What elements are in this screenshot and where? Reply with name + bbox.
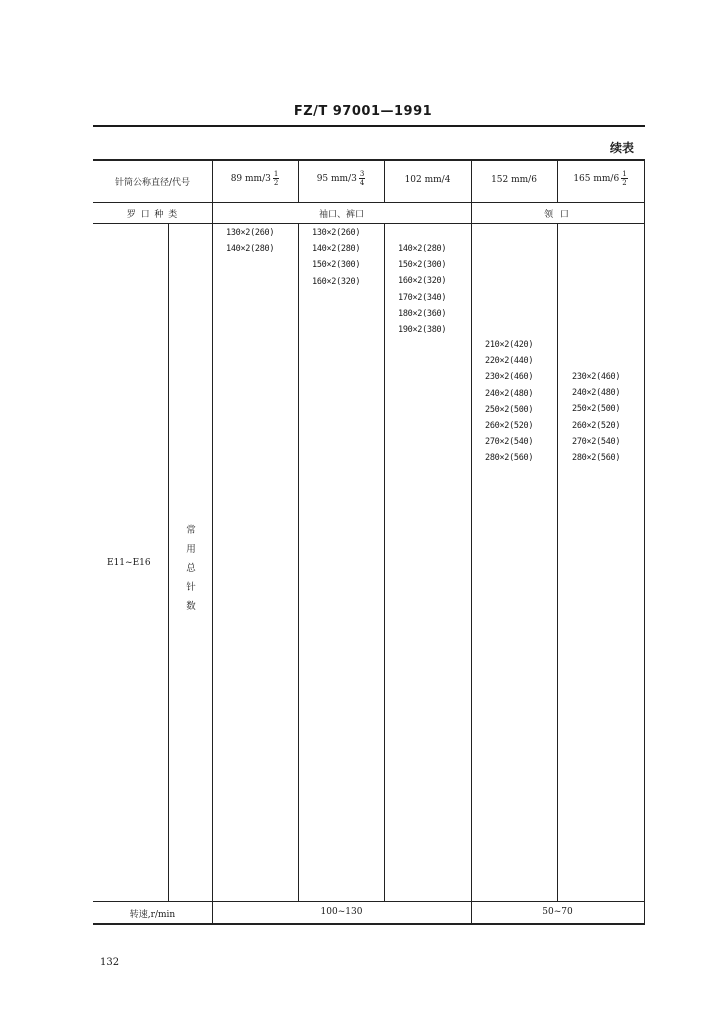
list-item: 210×2(420)	[485, 340, 534, 350]
list-item: 220×2(440)	[485, 356, 534, 367]
document-code: FZ/T 97001—1991	[293, 104, 433, 119]
list-item: 180×2(360)	[398, 308, 447, 319]
col-1-needle-list	[226, 225, 274, 257]
list-item: 240×2(480)	[572, 388, 621, 399]
col-divider-label	[212, 160, 213, 923]
list-item: 250×2(500)	[485, 404, 534, 415]
speed-row-label: 转速,r/min	[129, 910, 176, 920]
header-col-1	[212, 170, 298, 187]
list-item: 230×2(460)	[572, 372, 621, 382]
header-col-3	[384, 175, 471, 185]
col-divider-vertical-label	[168, 223, 169, 901]
header-rule	[93, 125, 645, 127]
list-item: 230×2(460)	[485, 372, 534, 383]
vertical-label-common-total-needles: 常 用 总 针 数	[186, 525, 196, 612]
list-item: 130×2(260)	[312, 228, 361, 238]
header-row-label: 针筒公称直径/代号	[114, 178, 191, 188]
rib-group-collar: 领 口	[544, 210, 571, 220]
col-4-needle-list	[485, 337, 533, 467]
continued-label: 续表	[610, 141, 635, 155]
header-col-2-label: 95 mm/3	[316, 174, 357, 184]
header-col-5-fraction: $\frac{1}{2}$	[622, 170, 627, 187]
list-item: 250×2(500)	[572, 404, 621, 415]
list-item: 150×2(300)	[312, 260, 361, 271]
table-right-border	[644, 160, 645, 923]
speed-group-collar: 50~70	[542, 907, 573, 917]
list-item: 260×2(520)	[485, 420, 534, 431]
list-item: 270×2(540)	[485, 437, 534, 448]
header-col-3-label: 102 mm/4	[404, 175, 451, 185]
page-number: 132	[100, 957, 120, 968]
list-item: 140×2(280)	[226, 244, 275, 255]
col-3-needle-list	[398, 241, 446, 338]
list-item: 160×2(320)	[312, 276, 361, 287]
list-item: 280×2(560)	[485, 453, 534, 464]
list-item: 240×2(480)	[485, 388, 534, 399]
header-col-5	[557, 170, 644, 187]
list-item: 280×2(560)	[572, 452, 621, 463]
list-item: 150×2(300)	[398, 260, 447, 271]
header-col-2	[298, 170, 384, 187]
col-2-needle-list	[312, 225, 360, 290]
header-col-4	[471, 175, 557, 185]
header-col-1-fraction: $\frac{1}{2}$	[273, 170, 279, 187]
speed-row-top	[93, 901, 645, 902]
col-5-needle-list	[572, 369, 620, 466]
col-divider-4-body	[557, 223, 558, 901]
header-col-5-label: 165 mm/6	[573, 174, 620, 184]
col-divider-1-body	[298, 223, 299, 901]
list-item: 140×2(280)	[312, 244, 361, 255]
list-item: 170×2(340)	[398, 292, 447, 303]
list-item: 270×2(540)	[572, 436, 621, 447]
list-item: 160×2(320)	[398, 276, 447, 287]
list-item: 130×2(260)	[226, 228, 275, 238]
col-divider-2-body	[384, 223, 385, 901]
list-item: 190×2(380)	[398, 324, 447, 335]
list-item: 260×2(520)	[572, 420, 621, 431]
speed-group-cuff: 100~130	[320, 907, 363, 917]
table-bottom-border	[93, 923, 645, 925]
rib-group-cuff: 袖口、裤口	[318, 210, 364, 220]
header-col-1-label: 89 mm/3	[230, 174, 271, 184]
header-col-2-fraction: $\frac{3}{4}$	[359, 170, 365, 187]
col-divider-3	[471, 160, 472, 923]
machine-range: E11~E16	[107, 558, 151, 568]
header-col-4-label: 152 mm/6	[491, 175, 537, 185]
list-item: 140×2(280)	[398, 244, 447, 254]
table-top-border	[93, 159, 645, 161]
rib-row-label: 罗 口 种 类	[126, 210, 179, 220]
rib-row-bottom	[93, 223, 645, 224]
header-row-bottom	[93, 202, 645, 203]
